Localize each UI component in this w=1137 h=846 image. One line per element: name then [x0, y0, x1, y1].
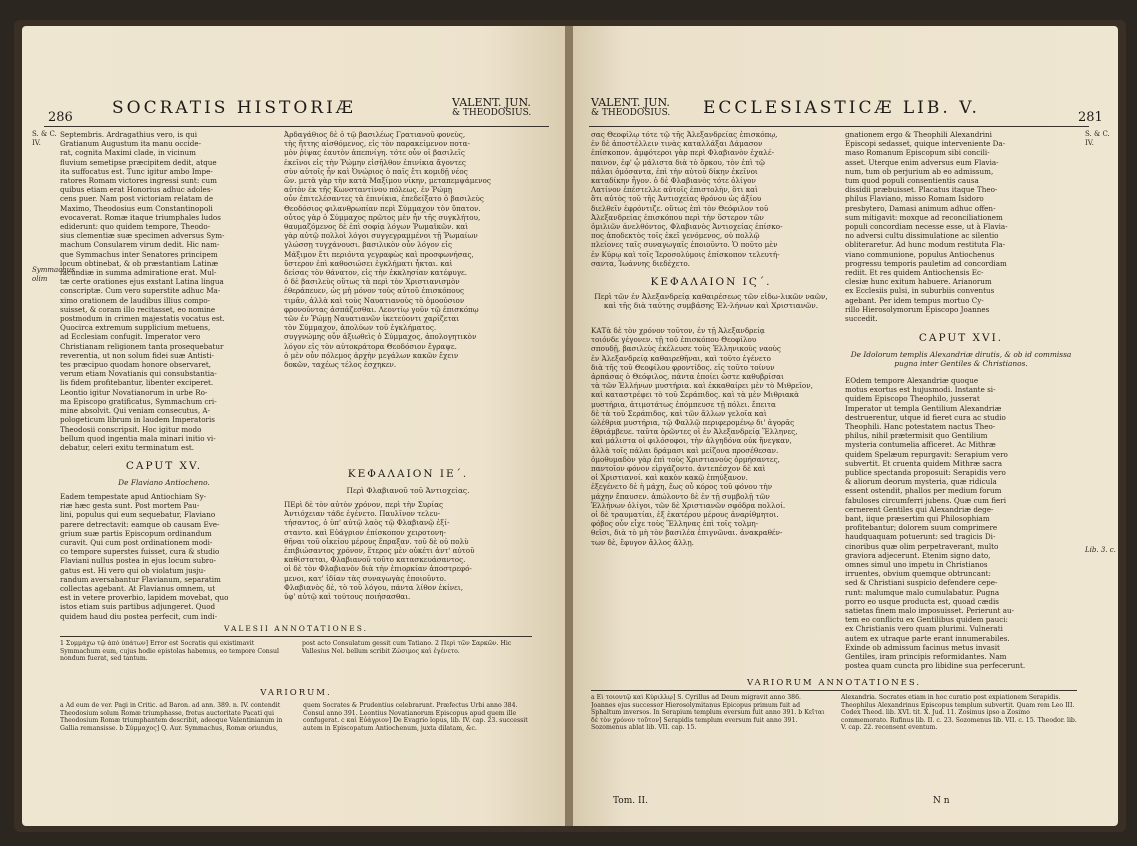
text-line: Μάξιμον ἔτι περιόντα γεγραφὼς καὶ προσφωνήσας,	[284, 249, 474, 259]
text-line: οὖν ἐπιτελέσαντες τὰ ἐπινίκια, ἐπεδείξατο ὁ βασιλεὺς	[284, 194, 484, 204]
text-line: sius clementiæ suæ specimen adversus Sym-	[60, 231, 225, 241]
text-line: fabuloses circumferri jubens. Quæ cum fieri	[845, 495, 1007, 505]
header-rule-right	[589, 126, 1089, 127]
text-line: publice spectanda proposuit: Serapidis vero	[845, 468, 1006, 478]
text-line: mine absolvit. Qui veniam consecutus, A-	[60, 406, 211, 416]
text-line: no adversi cultu dissimulatione ac silentio	[845, 231, 999, 241]
text-line: asset. Uterque enim adversus eum Flavia-	[845, 157, 999, 167]
text-line: co tempore superstes fuisset, cura & studio	[60, 547, 220, 557]
text-line: lis fidem profitebantur, libenter exciperet.	[60, 378, 214, 388]
text-line: Gratianum Augustum ita manu occide-	[60, 139, 202, 149]
text-line: Gentiles, iram principis reformidantes. Nam	[845, 652, 1007, 662]
text-line: conscriptæ. Cum vero superstite adhuc Ma-	[60, 286, 221, 296]
text-line: omnes simul uno impetu in Christianos	[845, 560, 988, 570]
chapter-subtitle-latin-right: De Idolorum templis Alexandriæ dirutis, & ob id commissa pugna inter Gentiles & Christianos.	[850, 350, 1072, 368]
chapter-subtitle-latin-left: De Flaviano Antiocheno.	[118, 478, 210, 487]
text-line: quibus etiam erat Honorius adhuc adoles-	[60, 185, 213, 195]
text-line: ΚΑΤὰ δὲ τὸν χρόνον τοῦτον, ἐν τῇ Ἀλεξανδρείᾳ	[591, 326, 765, 335]
text-line: pologeticum librum in laudem Imperatoris	[60, 415, 215, 425]
text-line: autem ex utraque parte erant innumerabiles.	[845, 633, 1010, 643]
text-line: evocaverat. Romæ itaque triumphales ludos	[60, 212, 221, 222]
text-line: presbytero, Damasi animum adhuc offen-	[845, 203, 996, 213]
text-line: num, tum ob perjurium ab eo admissum,	[845, 166, 994, 176]
text-line: μάχην ἔπαυσεν. ἀπώλοντο δὲ ἐν τῇ συμβολῇ τῶν	[591, 491, 770, 501]
text-line: τὰ τῶν Ἑλλήνων μυστήρια. καὶ ἐκκαθαίρει μὲν τὸ Μιθρεῖον,	[591, 381, 813, 391]
greek-column-right	[591, 130, 831, 270]
text-line: Leontio igitur Novatianorum in urbe Ro-	[60, 387, 208, 397]
text-line: Eadem tempestate apud Antiochiam Sy-	[60, 492, 207, 501]
text-line: quidem Spelæum repurgavit: Serapium vero	[845, 449, 1008, 459]
signature-volume: Tom. II.	[613, 796, 648, 806]
text-line: randum aversabantur Flavianum, separatim	[60, 574, 221, 584]
text-line: haudquaquam potuerunt: sed tragicis Di-	[845, 532, 996, 542]
text-line: διελθεῖν ἐφρόντιζε. οὕτως ἐπὶ τὸν Θεόφιλον τοῦ	[591, 203, 769, 213]
text-line: ὁμιλιῶν ἀνελθόντος, Φλαβιανὸς Ἀντιοχείας ἐπίσκο-	[591, 222, 783, 232]
latin-column-right-ch16	[845, 376, 1077, 676]
text-line: agebant. Per idem tempus mortuo Cy-	[845, 295, 984, 305]
footnote-left-2: post acto Consulatum gessit cum Tatiano. 2 Περὶ τῶν Σαρκῶν. Hic Vallesius Nel. bellum scribit Ζώσιμος καὶ ἐγένετο.	[302, 640, 512, 655]
text-line: ratores Romam victores ingressi sunt: cum	[60, 176, 217, 186]
text-line: fluvium semetipse præcipitem dedit, atque	[60, 157, 217, 167]
text-line: σὺν αὐτοῖς ἦν καὶ Ὀνώριος ὁ παῖς ἔτι κομιδῇ νέος	[284, 166, 468, 176]
text-line: Ἑλλήνων ὀλίγοι, τῶν δὲ Χριστιανῶν σφόδρα πολλοί.	[591, 500, 786, 510]
margin-date-right: S. & C. IV.	[1085, 130, 1110, 147]
text-line: progressu temporis pauletim ad concordiam	[845, 258, 1007, 268]
text-line: mysteria contumelia afficeret. Ac Mithræ	[845, 440, 996, 450]
greek-column-right-ch16	[591, 326, 831, 558]
text-line: ἐν Ἀλεξανδρείᾳ καθαιρεθῆναι, καὶ τοῦτο ἐγένετο	[591, 353, 771, 363]
chapter-subtitle-greek-right: Περὶ τῶν ἐν Ἀλεξανδρείᾳ καθαιρέσεως τῶν εἰδω-λικῶν ναῶν, καὶ τῆς διὰ ταύτης συμβάσης Ἑλ-λήνων καὶ Χριστιανῶν.	[594, 292, 828, 310]
running-title-right: ECCLESIASTICÆ LIB. V.	[703, 98, 980, 118]
text-line: ἐξεγένετο δὲ ἡ μάχη, ἕως οὗ κόρος τοῦ φόνου τὴν	[591, 482, 773, 492]
left-page	[22, 26, 565, 826]
text-line: ἁρπάσας ὁ Θεόφιλος, πάντα ἐποίει ὥστε καθυβρίσαι	[591, 372, 784, 382]
text-line: αὐτὸν ἐκ τῆς Κωνσταντίνου πόλεως. ἐν Ῥώμῃ	[284, 185, 453, 195]
text-line: lini, populus qui eum sequebatur, Flaviano	[60, 510, 216, 520]
text-line: θῆναι τοῦ οἰκείου μέρους ἔπραξαν. τοῦ δὲ οὐ πολὺ	[284, 536, 469, 546]
text-line: των δὲ, ἔφυγον ἄλλος ἄλλῃ.	[591, 537, 694, 547]
text-line: λόγον εἰς τὸν αὐτοκράτορα Θεοδόσιον ἔγραψε.	[284, 341, 457, 351]
text-line: δοκῶν, ταχέως τέλος ἐσχηκεν.	[284, 360, 397, 370]
text-line: πλείονες ταῖς συναγωγαῖς ἐποιοῦντο. Ὁ ποῦτο μὲν	[591, 240, 778, 250]
text-line: essent ostendit, phallos per medium forum	[845, 486, 1002, 496]
text-line: runt: malumque malo cumulabatur. Pugna	[845, 587, 1000, 597]
margin-note-left: Symmachus olim	[32, 266, 75, 283]
text-line: bant, iique præsertim qui Philosophiam	[845, 514, 990, 524]
text-line: clesiæ hunc exitum habuere. Arianorum	[845, 277, 992, 287]
variorum-notes-left: a Ad eum de ver. Pagi in Critic. ad Baron. ad ann. 389. n. IV. contendit Theodosium solum Romæ triumphasse, fretus auctoritate Pacati qui Theodosium Romæ triumphantem describit, adeoque Valentinianum in Gallia remansisse. b Σύμμαχος] Q. Aur. Symmachus, Romæ oriundus, quem Socrates & Prudentius celebrarunt. Præfectus Urbi anno 384. Consul anno 391. Leontius Novatianorum Episcopus apud quem ille confugerat. c καὶ Εὐάγριον] De Evagrio lopus, lib. IV. cap. 23. successit autem in Episcopatum Antiochenum, juxta dilatam, &c.	[60, 702, 528, 732]
text-line: tæ certe orationes ejus exstant Latina lingua	[60, 277, 224, 287]
text-line: parere detrectavit: eamque ob causam Eve-	[60, 519, 220, 529]
text-line: οἱ δὲ τὸν Φλαβιανὸν διὰ τὴν ἐπιορκίαν ἀποστρεφό-	[284, 564, 472, 574]
text-line: quidem haud diu postea perfecit, cum indi-	[60, 611, 218, 621]
chapter-heading-greek-right: ΚΕΦΑΛΑΙΟΝ ΙϚ΄.	[650, 276, 772, 288]
text-line: ediderunt: quo quidem tempore, Theodo-	[60, 222, 211, 232]
text-line: τὴς ἥττης αἰσθόμενος, εἰς τὸν παρακείμενον ποτα-	[284, 139, 470, 149]
page-number-left: 286	[48, 110, 73, 125]
notes-rule-left	[60, 636, 532, 637]
text-line: ὠλέθρια μυστήρια, τῷ Φαλλῷ περιφερομένῳ δι' ἀγορᾶς	[591, 418, 795, 428]
text-line: suisset, & coram illo recitasset, eo nomine	[60, 304, 216, 314]
text-line: riæ hæc gesta sunt. Post mortem Pau-	[60, 501, 200, 511]
text-line: tem eo conflictu ex Gentilibus quidem pauci:	[845, 615, 1008, 625]
text-line: σαντα, Ἰωάννης διεδέχετο.	[591, 258, 690, 268]
text-line: tes præcipuo quodam honore observaret,	[60, 360, 212, 370]
text-line: τιμᾶν, ἀλλὰ καὶ τοὺς Ναυατιανοὺς τὸ ὁμοούσιον	[284, 295, 465, 305]
text-line: subvertit. Et cruenta quidem Mithræ sacra	[845, 458, 1003, 468]
text-line: philus Flaviano, misso Romam Isidoro	[845, 194, 984, 204]
text-line: postmodum in crimen majestatis vocatus est.	[60, 314, 225, 324]
text-line: Ἀντιόχειαν τάδε ἐγένετο. Παυλῖνον τελευ-	[284, 509, 441, 519]
text-line: postea quam cuncta pro libidine sua perfecerunt.	[845, 661, 1026, 671]
text-line: collectas agebant. At Flavianus omnem, ut	[60, 584, 216, 594]
text-line: locum obtinebat, & ob præstantiam Latinæ	[60, 258, 219, 268]
text-line: viano communione, populus Antiochenus	[845, 249, 995, 259]
running-title-left: SOCRATIS HISTORIÆ	[112, 98, 356, 118]
text-line: istos etiam suis partibus adjungeret. Quod	[60, 602, 216, 612]
text-line: Flaviani nullus postea in ejus locum subro-	[60, 556, 217, 566]
header-rule-left	[44, 126, 549, 127]
running-right-left-page: VALENT. JUN. & THEODOSIUS.	[452, 96, 532, 118]
text-line: ex Ecclesiis pulsi, in suburbiis conventus	[845, 286, 995, 296]
text-line: machum Consularem virum dedit. Hic nam-	[60, 240, 220, 250]
text-line: Theodosii conscripsit. Hoc igitur modo	[60, 424, 202, 434]
margin-date-left: S. & C. IV.	[32, 130, 57, 147]
text-line: καθίσταται, Φλαβιανοῦ τοῦτο κατασκευάσαντος.	[284, 555, 466, 565]
text-line: profitebantur; dolorem suum comprimere	[845, 523, 998, 533]
text-line: Septembris. Ardragathius vero, is qui	[60, 130, 198, 139]
text-line: Exinde ob admissum facinus metus invasit	[845, 642, 1000, 652]
text-line: que Symmachus inter Senatores principem	[60, 249, 218, 259]
greek-column-left	[284, 130, 532, 460]
page-number-right: 281	[1078, 110, 1103, 125]
text-line: destruerentur, utque id fieret cura ac studio	[845, 412, 1006, 422]
text-line: ἐπίσκοπον. ἀμφότεροι γὰρ περὶ Φλαβιανὸν ἐχαλέ-	[591, 148, 775, 158]
text-line: ὢν. μετὰ γὰρ τὴν κατὰ Μαξίμου νίκην, μεταπεμψάμενος	[284, 176, 491, 186]
text-line: irruentes, obvium quemque obtruncant:	[845, 569, 991, 579]
variorum-notes-right-1: a Εἰ τοιουτῷ καὶ Κύριλλῳ] S. Cyrillus ad Deum migravit anno 386. Joannes ejus successor Hierosolymitanus Epicopus primum fuit ad Sphaltum inversos. In Serapium templum eversum fuit anno 391. b Κεῖται δὲ τὸν χρόνον τοῦτον] Serapidis templum eversum fuit anno 391. Sozomenus ablat lib. VII. cap. 15.	[591, 694, 825, 732]
text-line: τήσαντος, ὁ ὑπ' αὐτῷ λαὸς τῷ Φλαβιανῷ ἐξί-	[284, 518, 450, 528]
text-line: & aliorum deorum mysteria, quæ ridicula	[845, 477, 997, 487]
text-line: ita suffocatus est. Tunc igitur ambo Impe-	[60, 166, 213, 176]
text-line: ἀλλὰ τοῖς πάλαι δράμασι καὶ μείζονα προσέθεσαν.	[591, 445, 779, 455]
notes-rule-right	[591, 690, 1077, 691]
text-line: est in vetere proverbio, lapidem movebat, quo	[60, 593, 229, 603]
text-line: σταντο. καὶ Εὐάγριον ἐπίσκοπον χειροτονη-	[284, 527, 446, 537]
text-line: πάλαι ὀμόσαντα, ἐπὶ τὴν αὐτοῦ δίκην ἐκεῖνοι	[591, 166, 758, 176]
text-line: καὶ μάλιστα οἱ φιλόσοφοι, τὴν ἀλγηδόνα οὐκ ἤνεγκαν,	[591, 436, 792, 446]
text-line: ma Episcopo gratificatus, Symmachum cri-	[60, 396, 217, 406]
text-line: Ἀρδαγάθιος δὲ ὁ τῷ βασιλέως Γρατιανοῦ φονεὺς,	[284, 130, 466, 139]
valesii-notes-title: VALESII ANNOTATIONES.	[224, 624, 368, 633]
text-line: τῶν ἐν Ῥώμῃ Ναυατιανῶν ἱκετεύοντι χαρίζεται	[284, 314, 460, 324]
text-line: Christianam religionem tanta prosequebatur	[60, 341, 224, 351]
text-line: καὶ καταστρέφει τὸ τοῦ Σεράπιδος. καὶ τὰ μὲν Μιθριακὰ	[591, 390, 800, 400]
text-line: οἱ Χριστιανοί. καὶ κακὸν κακῷ ἐπηύξανον.	[591, 473, 748, 483]
text-line: συγγνώμης οὖν ἀξιωθεὶς ὁ Σύμμαχος, ἀπολογητικὸν	[284, 332, 477, 342]
text-line: ὁ μὲν οὖν πόλεμος ἀρχὴν μεγάλων κακῶν ἔχειν	[284, 350, 459, 360]
latin-column-left-ch15	[60, 492, 268, 622]
text-line: bellum quod ingentia mala minari initio vi-	[60, 433, 216, 443]
text-line: quidem Episcopo Theophilo, jusserat	[845, 394, 980, 404]
text-line: φρονοῦντας ἀσπάζεσθαι. Λεοντίῳ γοῦν τῷ ἐπισκόπῳ	[284, 304, 479, 314]
text-line: Episcopi sedasset, quique interveniente Da-	[845, 139, 1006, 149]
text-line: ximo orationem de laudibus illius compo-	[60, 295, 211, 305]
text-line: μὸν ῥίψας ἑαυτὸν ἀπεπνίγη. τότε οὖν οἱ βασιλεῖς	[284, 148, 465, 158]
text-line: philus, nihil prætermisit quo Gentilium	[845, 431, 988, 441]
text-line: dissidii præbuisset. Placatus itaque Theo-	[845, 185, 998, 195]
text-line: Quocirca extremum supplicium metuens,	[60, 323, 211, 333]
text-line: ex Christianis vero quam plurimi. Vulnerati	[845, 624, 1003, 634]
text-line: ἐν δὲ ἀποστέλλειν τινὰς καταλλάξαι Δάμασον	[591, 139, 763, 149]
text-line: gnationem ergo & Theophili Alexandrini	[845, 130, 992, 139]
text-line: ὕστερον ἐπὶ καθοσιώσει ἐγκλήματι ἦκται. καὶ	[284, 258, 453, 268]
text-line: grium suæ partis Episcopum ordinandum	[60, 528, 212, 538]
text-line: ὁμοθυμαδὸν γὰρ ἐπὶ τοὺς Χριστιανοὺς ὁρμήσαντες,	[591, 454, 780, 464]
text-line: διὰ τῆς τοῦ Θεοφίλου φροντίδος. εἰς τοῦτο τοίνυν	[591, 362, 775, 372]
text-line: Imperator ut templa Gentilium Alexandriæ	[845, 403, 1002, 413]
greek-column-left-ch15	[284, 500, 532, 620]
text-line: Ἀλεξανδρείας ἐπισκόπου περὶ τὴν ὕστερον τῶν	[591, 212, 764, 222]
chapter-heading-latin-right: CAPUT XVI.	[918, 332, 1004, 344]
text-line: maso Romanum Episcopum sibi concili-	[845, 148, 990, 158]
margin-note-right: Lib. 3. c.	[1085, 546, 1116, 554]
text-line: motus exortus est hujusmodi. Instante si-	[845, 385, 996, 395]
text-line: γὰρ αὐτῷ πολλοὶ λόγοι συγγεγραμμένοι τῇ Ῥωμαίων	[284, 231, 478, 241]
text-line: curavit. Qui cum post ordinationem modi-	[60, 538, 213, 548]
latin-column-right	[845, 130, 1077, 326]
text-line: ad Ecclesiam confugit. Imperator vero	[60, 332, 201, 342]
text-line: verum etiam Novatianis qui consubstantia-	[60, 369, 217, 379]
text-line: rillo Hierosolymorum Episcopo Joannes	[845, 304, 990, 314]
text-line: οἱ δὲ τραυματίαι, ἐξ ἑκατέρου μέρους ἀναρίθμητοι.	[591, 510, 779, 520]
text-line: rat, cognita Maximi clade, in vicinum	[60, 148, 196, 158]
text-line: παινον, ἐφ' ᾧ μάλιστα διὰ τὸ ὅρκου, τὸν ἐπὶ τῷ	[591, 157, 765, 167]
text-line: obliteraretur. Ad hunc modum restituta Fla-	[845, 240, 1006, 250]
text-line: μυστήρια, ἀτιμοτάτως ἐπόμπευσε τῇ πόλει. ἔπειτα	[591, 399, 776, 409]
chapter-heading-latin-left: CAPUT XV.	[125, 460, 203, 472]
text-line: graviora adjecerunt. Etenim signo dato,	[845, 550, 991, 560]
text-line: θαυμαζόμενος δὲ ἐπὶ σοφίᾳ λόγων Ῥωμαϊκῶν. καὶ	[284, 222, 469, 232]
text-line: cernerent Gentiles qui Alexandriæ dege-	[845, 504, 994, 514]
latin-column-left	[60, 130, 268, 454]
text-line: succedit.	[845, 314, 878, 324]
text-line: satietas finem malo imposuisset. Perierunt au-	[845, 606, 1015, 616]
text-line: τὸν Σύμμαχον, ἀπολύων τοῦ ἐγκλήματος.	[284, 323, 437, 333]
text-line: gatus est. Hi vero qui ob violatum jusju-	[60, 565, 206, 575]
text-line: Θεοδόσιος φιλανθρωπίαν περὶ Σύμμαχον τὸν ὕπατον.	[284, 203, 481, 213]
right-page	[573, 26, 1118, 826]
text-line: ὅτι αὐτὸς τοῦ τῆς Ἀντιοχείας θρόνου ὡς ἀξίου	[591, 194, 762, 204]
text-line: μενοι, κατ' ἰδίαν τὰς συναγωγὰς ἐποιοῦντο.	[284, 573, 447, 583]
text-line: ὑφ' αὐτῷ καὶ τούτους ποιήσασθαι.	[284, 592, 411, 602]
text-line: cinoribus quæ olim perpetraverant, multo	[845, 541, 999, 551]
text-line: δείσας τὸν θάνατον, εἰς τὴν ἐκκλησίαν κατέφυγε.	[284, 268, 468, 278]
text-line: populi concordiam necesse esse, ut à Flavia-	[845, 222, 1008, 232]
text-line: οὗτος γὰρ ὁ Σύμμαχος πρῶτος μὲν ἦν τῆς συγκλήτου,	[284, 212, 481, 222]
chapter-subtitle-greek-left: Περὶ Φλαβιανοῦ τοῦ Ἀντιοχείας.	[346, 486, 470, 495]
text-line: EOdem tempore Alexandriæ quoque	[845, 376, 979, 385]
text-line: καταδίκην ἦγον. ὁ δὲ Φλαβιανὸς τότε ὀλίγον	[591, 176, 756, 186]
text-line: γλώσσῃ τυγχάνουσι. βασιλικὸν οὖν λόγον εἰς	[284, 240, 452, 250]
book-gutter	[565, 26, 573, 826]
variorum-notes-right-2: Alexandria. Socrates etiam in hoc curatio post expiationem Serapidis. Theophilus Alexandrinus Episcopus templum subvertit. Quam rem Leo III. Codex Theod. lib. XVI. tit. X. Jud. 11. Zosimus ipso a Zosimo commemorato. Rufinus lib. II. c. 23. Sozomenus lib. VII. c. 15. Theodor. lib. V. cap. 22. recensent eventum.	[841, 694, 1077, 732]
running-left-right-page: VALENT. JUN. & THEODOSIUS.	[591, 96, 671, 118]
footnote-left-1: 1 Συμμάχω τῷ ἀπὸ ὑπάτων] Error est Socratis qui existimavit Symmachum eum, cujus hodie epistolas habemus, eo tempore Consul nondum fuerat, sed tantum.	[60, 640, 279, 663]
text-line: τοιόνδε γέγονεν. τῇ τοῦ ἐπισκόπου Θεοφίλου	[591, 335, 757, 345]
text-line: δὲ τὰ τοῦ Σεράπιδος, καὶ τῶν ἄλλων γελοῖα καὶ	[591, 408, 767, 418]
text-line: παντοῖον φόνον εἰργάζοντο. ἀντεπέσχον δὲ καὶ	[591, 464, 766, 474]
text-line: Maximo, Theodosius eum Constantinopoli	[60, 203, 213, 213]
text-line: cens puer. Nam post victoriam relatam de	[60, 194, 214, 204]
text-line: θεῖσι, διὰ τὸ μὴ τὸν βασιλέα ἐπιγνῶναι. ἀνακραθέν-	[591, 528, 783, 538]
text-line: ὁ δὲ βασιλεὺς οὕτως τὰ περὶ τὸν Χριστιανισμὸν	[284, 277, 460, 287]
text-line: porro eo usque producta est, quoad cædis	[845, 596, 999, 606]
text-line: Φλαβιανὸς δὲ, τὸ τοῦ λόγου, πάντα λίθον ἐκίνει,	[284, 582, 463, 592]
text-line: rediit. Et res quidem Antiochensis Ec-	[845, 268, 984, 278]
text-line: Λατίνον ἐπέστελλε αὐτοῖς ἐπιστολὴν, ὅτι καὶ	[591, 185, 758, 195]
chapter-heading-greek-left: ΚΕΦΑΛΑΙΟΝ ΙΕ΄.	[347, 468, 469, 480]
text-line: σας Θεοφίλῳ τότε τῷ τῆς Ἀλεξανδρείας ἐπισκόπῳ,	[591, 130, 778, 139]
text-line: sum mitigavit: moxque ad reconciliationem	[845, 212, 1003, 222]
text-line: σπουδῇ, βασιλεὺς ἐκέλευσε τοὺς Ἑλληνικοὺς ναοὺς	[591, 344, 781, 354]
text-line: debatur, celeri exitu terminatum est.	[60, 442, 195, 452]
text-line: ἐθριάμβευε. ταῦτα ὁρῶντες οἱ ἐν Ἀλεξανδρείᾳ Ἕλληνες,	[591, 427, 798, 437]
text-line: facundiæ in summa admiratione erat. Mul-	[60, 268, 217, 278]
text-line: ἐκεῖνοι εἰς τὴν Ῥώμην εἰσῆλθον ἐπινίκια ἄγοντες	[284, 157, 466, 167]
text-line: reverentia, ut non solum fidei suæ Antisti-	[60, 350, 214, 360]
text-line: ἐν Κύρῳ καὶ τοῖς Ἱεροσολύμοις ἐπίσκοπον τελευτή-	[591, 249, 780, 259]
signature-mark: N n	[933, 796, 950, 806]
text-line: ἐθεράπευεν, ὡς μὴ μόνον τοὺς αὐτοῦ ἐπισκόπους	[284, 286, 464, 296]
variorum-title-left: VARIORUM.	[260, 688, 332, 698]
text-line: tum quod populi consentientis causa	[845, 176, 979, 186]
text-line: πος ἀποδεκτὸς τοῖς ἐκεῖ γενόμενος, οὐ πολλῷ	[591, 231, 760, 241]
open-book	[14, 20, 1126, 832]
text-line: φόβος οὖν εἶχε τοὺς Ἕλληνας ἐπὶ τοῖς τολμη-	[591, 519, 759, 529]
text-line: sed & Christiani suspicio defendere cepe-	[845, 578, 998, 588]
text-line: ΠΕρὶ δὲ τὸν αὐτὸν χρόνον, περὶ τὴν Συρίας	[284, 500, 444, 509]
text-line: ἐπιβιώσαντος χρόνον, ἕτερος μὲν οὐκέτι ἀντ' αὐτοῦ	[284, 546, 475, 556]
text-line: Theophili. Hanc potestatem nactus Theo-	[845, 422, 996, 432]
variorum-title-right: VARIORUM ANNOTATIONES.	[746, 678, 922, 688]
